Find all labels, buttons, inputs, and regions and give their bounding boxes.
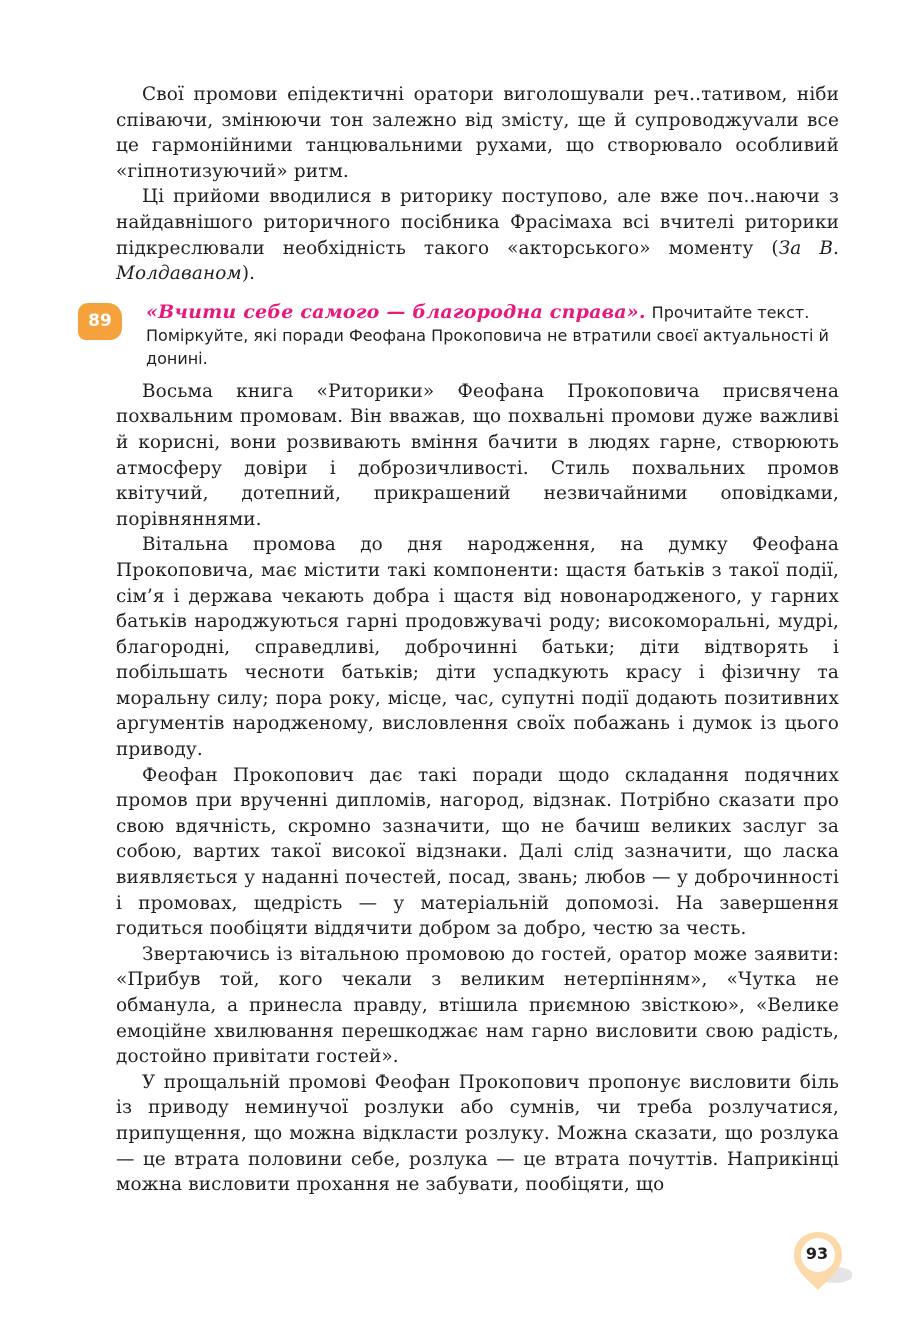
task-title: «Вчити себе самого — благородна справа». — [146, 300, 646, 323]
paragraph-gratitude-speech: Феофан Прокопович дає такі поради щодо складання подячних промов при врученні дипломів, нагород, відзнак. Потрібно сказати про свою вдячність, скромно зазначити, що не бачиш великих заслуг за собою, вартих такої високої відзнаки. Далі слід зазначити, що ласка виявляється у наданні почестей, посад, звань; любов — у доброчинності і промовах, щедрість — у матеріальній допомозі. На завершення годиться пообіцяти віддячити добром за добро, честю за честь. — [116, 764, 839, 940]
page-content — [88, 82, 839, 1198]
page-number: 93 — [805, 1244, 829, 1263]
citation-author: За В. Молдаваном — [116, 237, 839, 285]
citation-closing: ). — [241, 263, 256, 285]
paragraph-farewell-speech: У прощальній промові Феофан Прокопович пропонує висловити біль із приводу неминучої розлуки або сумнів, чи треба розлучатися, припущення, що можна відкласти розлуку. Можна сказати, що розлука — це втрата половини себе, розлука — це втрата почуттів. Наприкінці можна висловити прохання не забувати, пообіцяти, що — [116, 1071, 839, 1196]
task-block — [88, 300, 839, 370]
paragraph-rhetoric-techniques — [116, 184, 839, 286]
paragraph-text: Ці прийоми вводилися в риторику поступово, але вже поч..наючи з найдавнішого риторичного посібника Фрасімаха всі вчителі риторики підкреслювали необхідність такого «акторського» моменту ( — [116, 186, 839, 259]
paragraph-recitative: Свої промови епідектичні оратори виголошували реч..тативом, ніби співаючи, змінюючи тон залежно від змісту, ще й супроводжуvали все це гармонійними танцювальними рухами, що створювало особливий «гіпнотизуючий» ритм. — [116, 84, 839, 182]
paragraph-birthday-speech: Вітальна промова до дня народження, на думку Феофана Прокоповича, має містити такі компоненти: щастя батьків з такої події, сім’я і держава чекають добра і щастя від новонародженого, у гарних батьків народжуються гарні продовжувачі роду; високоморальні, мудрі, благородні, справедливі, доброчинні батьки; діти відтворять і побільшать чесноти батьків; діти успадкують красу і фізичну та моральну силу; пора року, місце, час, супутні події додають позитивних аргументів народженому, висловлення своїх побажань і думок із цього приводу. — [116, 534, 839, 761]
paragraph-welcome-speech: Звертаючись із вітальною промовою до гостей, оратор може заявити: «Прибув той, кого чекали з великим нетерпінням», «Чутка не обманула, а принесла правду, втішила приємною звісткою», «Велике емоційне хвилювання перешкоджає нам гарно висловити свою радість, достойно привітати гостей». — [116, 943, 839, 1068]
task-instruction: Прочитайте текст. Поміркуйте, які поради Феофана Прокоповича не втратили своєї актуальності й донині. — [146, 302, 829, 368]
task-number-badge: 89 — [78, 303, 122, 340]
paragraph-eighth-book: Восьма книга «Риторики» Феофана Прокоповича присвячена похвальним промовам. Він вважав, що похвальні промови дуже важливі й корисні, вони розвивають вміння бачити в людях гарне, створюють атмосферу довіри і доброзичливості. Стиль похвальних промов квітучий, дотепний, прикрашений незвичайними оповідками, порівняннями. — [116, 380, 839, 530]
